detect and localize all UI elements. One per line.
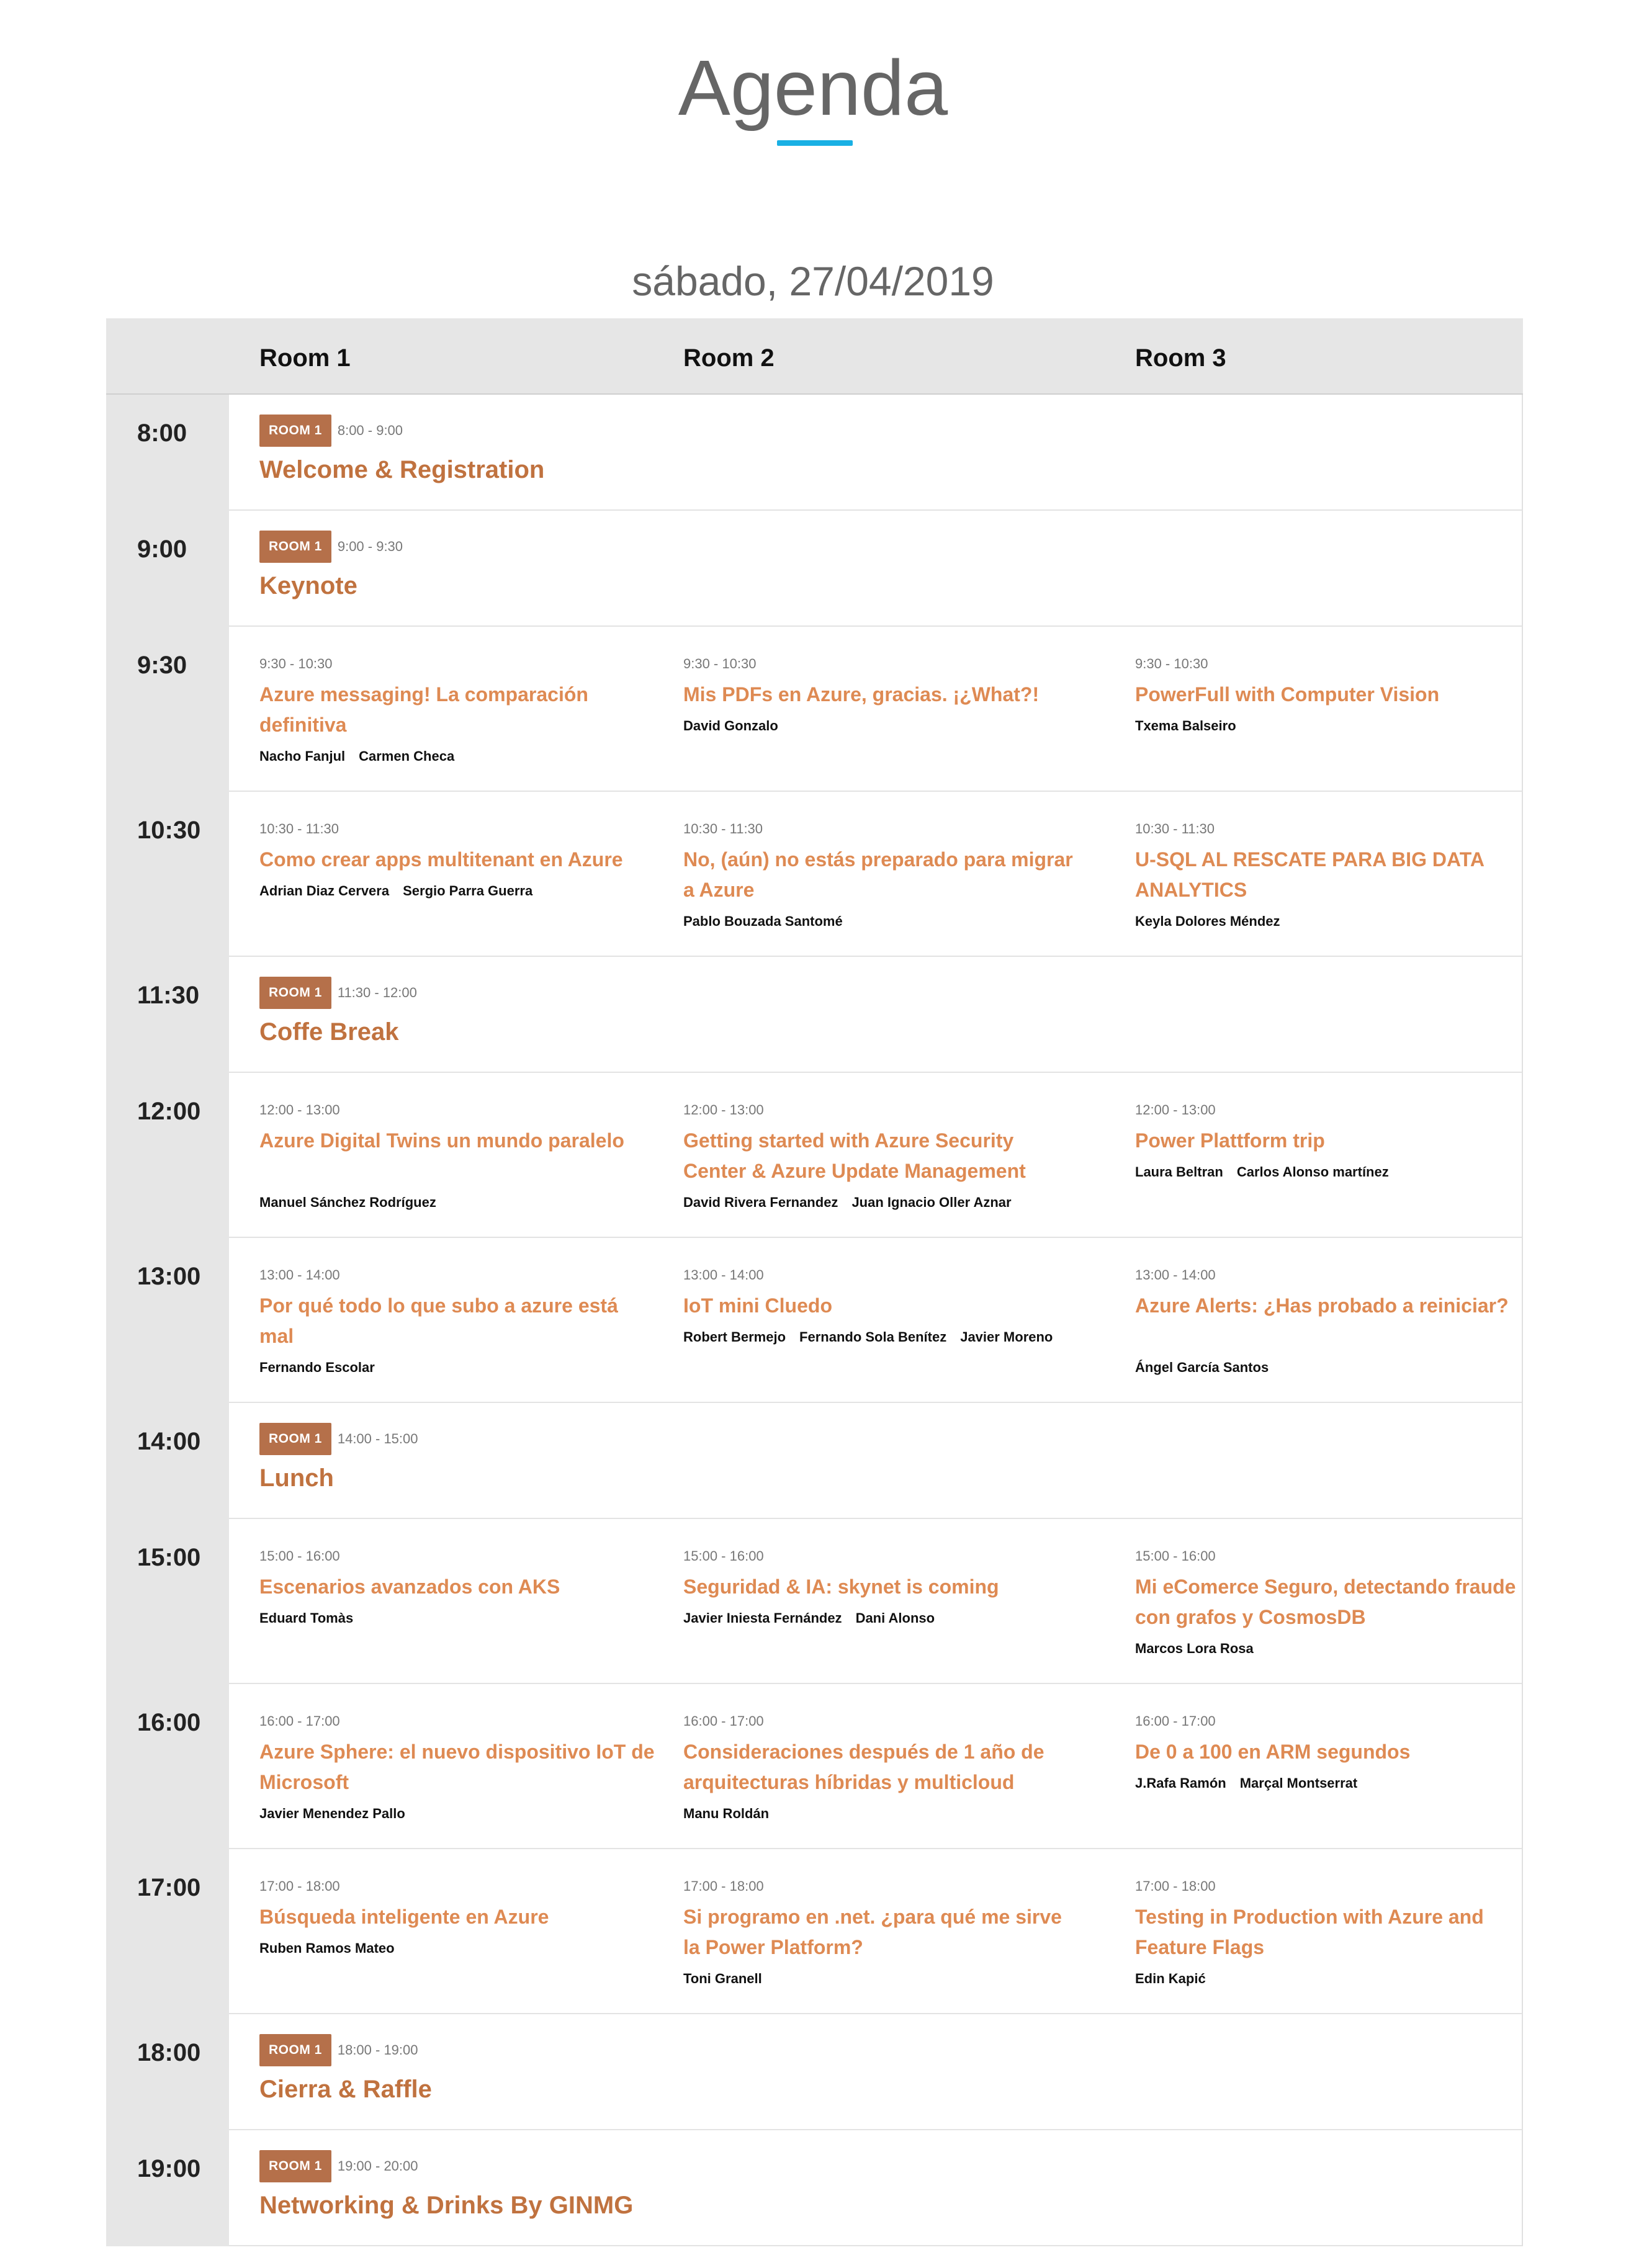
session-tag-line (259, 1423, 418, 1455)
session-title[interactable]: Por qué todo lo que subo a azure está mal (259, 1294, 618, 1347)
time-column (106, 957, 229, 1073)
session-title[interactable]: Mi eComerce Seguro, detectando fraude con grafos y CosmosDB (1135, 1575, 1516, 1628)
session-title[interactable]: Testing in Production with Azure and Feature Flags (1135, 1906, 1484, 1958)
speaker-name[interactable]: Pablo Bouzada Santomé (683, 913, 843, 929)
session-time: 13:00 - 14:00 (259, 1267, 340, 1283)
session-title[interactable]: Lunch (259, 1464, 334, 1492)
time-column (106, 1238, 229, 1403)
speaker-name[interactable]: Eduard Tomàs (259, 1610, 354, 1626)
session-speakers (1135, 1634, 1570, 1664)
time-label: 14:00 (137, 1428, 201, 1455)
session-time: 12:00 - 13:00 (1135, 1102, 1216, 1118)
time-slot-row (106, 1238, 1523, 1403)
time-column (106, 627, 229, 792)
room-badge: ROOM 1 (259, 977, 331, 1009)
session-time: 12:00 - 13:00 (259, 1102, 340, 1118)
session-title[interactable]: Seguridad & IA: skynet is coming (683, 1575, 999, 1598)
session-title[interactable]: Azure Alerts: ¿Has probado a reiniciar? (1135, 1294, 1509, 1317)
time-column (106, 1519, 229, 1684)
session-speakers (259, 1799, 694, 1829)
speaker-name[interactable]: J.Rafa Ramón (1135, 1775, 1226, 1791)
time-slot-row (106, 395, 1523, 511)
slot-content (229, 627, 1523, 792)
room-badge: ROOM 1 (259, 415, 331, 447)
page-title: Agenda (678, 44, 948, 132)
session-time: 16:00 - 17:00 (683, 1713, 764, 1729)
time-label: 18:00 (137, 2039, 201, 2066)
speaker-name[interactable]: Juan Ignacio Oller Aznar (851, 1195, 1012, 1210)
speaker-name[interactable]: Ruben Ramos Mateo (259, 1940, 395, 1956)
session-time: 10:30 - 11:30 (259, 821, 339, 836)
time-slot-row (106, 1519, 1523, 1684)
time-column (106, 792, 229, 957)
time-label: 19:00 (137, 2155, 201, 2182)
slot-content (229, 957, 1523, 1073)
time-slot-row (106, 2014, 1523, 2130)
speaker-name[interactable]: Txema Balseiro (1135, 718, 1236, 733)
room-header-3: Room 3 (1135, 344, 1226, 372)
session-speakers (683, 711, 1118, 741)
time-column (106, 2014, 229, 2130)
session-title[interactable]: Azure messaging! La comparación definitiva (259, 683, 588, 736)
session-speakers (1135, 1157, 1570, 1187)
time-column (106, 1849, 229, 2014)
time-label: 12:00 (137, 1098, 201, 1125)
session-time: 9:30 - 10:30 (683, 656, 757, 671)
time-label: 17:00 (137, 1874, 201, 1901)
session-speakers (259, 1603, 694, 1633)
session-time: 17:00 - 18:00 (259, 1878, 340, 1894)
session-time: 17:00 - 18:00 (1135, 1878, 1216, 1894)
room-badge: ROOM 1 (259, 531, 331, 563)
speaker-name[interactable]: Javier Menendez Pallo (259, 1806, 405, 1821)
time-column (106, 395, 229, 511)
room-header-2: Room 2 (683, 344, 775, 372)
title-underline (777, 140, 853, 146)
session-time: 16:00 - 17:00 (259, 1713, 340, 1729)
speaker-name[interactable]: Sergio Parra Guerra (403, 883, 533, 899)
speaker-name[interactable]: Adrian Diaz Cervera (259, 883, 390, 899)
speaker-name[interactable]: Fernando Sola Benítez (799, 1329, 947, 1345)
session-speakers (1135, 711, 1570, 741)
speaker-name[interactable]: Javier Moreno (960, 1329, 1053, 1345)
session-time: 15:00 - 16:00 (683, 1548, 764, 1564)
time-label: 11:30 (137, 982, 200, 1009)
session-title[interactable]: No, (aún) no estás preparado para migrar a Azure (683, 848, 1073, 901)
speaker-name[interactable]: Laura Beltran (1135, 1164, 1223, 1180)
time-slot-row (106, 1403, 1523, 1519)
speaker-name[interactable]: Dani Alonso (855, 1610, 935, 1626)
session-title[interactable]: Azure Digital Twins un mundo paralelo (259, 1129, 624, 1152)
session-title[interactable]: Como crear apps multitenant en Azure (259, 848, 623, 871)
page-header (0, 0, 1626, 149)
session-time: 13:00 - 14:00 (683, 1267, 764, 1283)
session-tag-line (259, 531, 403, 563)
time-slot-row (106, 511, 1523, 627)
session-title[interactable]: Coffe Break (259, 1018, 399, 1046)
session-time: 18:00 - 19:00 (337, 2042, 418, 2058)
time-label: 8:00 (137, 419, 187, 447)
session-title[interactable]: Escenarios avanzados con AKS (259, 1575, 560, 1598)
speaker-name[interactable]: David Gonzalo (683, 718, 778, 733)
session-speakers (683, 1322, 1118, 1352)
session-speakers (683, 907, 1118, 936)
slot-content (229, 1519, 1523, 1684)
time-label: 15:00 (137, 1544, 201, 1571)
speaker-name[interactable]: Nacho Fanjul (259, 748, 346, 764)
time-slot-row (106, 792, 1523, 957)
session-title[interactable]: Cierra & Raffle (259, 2076, 432, 2103)
speaker-name[interactable]: Javier Iniesta Fernández (683, 1610, 842, 1626)
time-label: 16:00 (137, 1709, 201, 1736)
speaker-name[interactable]: Robert Bermejo (683, 1329, 786, 1345)
session-speakers (683, 1188, 1118, 1217)
slot-content (229, 1403, 1523, 1519)
session-title[interactable]: De 0 a 100 en ARM segundos (1135, 1741, 1411, 1763)
session-tag-line (259, 415, 403, 447)
session-title[interactable]: Power Plattform trip (1135, 1129, 1325, 1152)
time-slot-row (106, 1684, 1523, 1849)
time-label: 9:30 (137, 652, 187, 679)
session-title[interactable]: PowerFull with Computer Vision (1135, 683, 1440, 706)
time-column (106, 511, 229, 627)
speaker-name[interactable]: Marcos Lora Rosa (1135, 1641, 1254, 1656)
room-header-1: Room 1 (259, 344, 351, 372)
session-title[interactable]: Azure Sphere: el nuevo dispositivo IoT de Microsoft (259, 1741, 655, 1793)
room-badge: ROOM 1 (259, 2034, 331, 2066)
speaker-name[interactable]: Manuel Sánchez Rodríguez (259, 1195, 436, 1210)
agenda-table (106, 318, 1523, 2249)
session-speakers (683, 1799, 1118, 1829)
slot-content (229, 1849, 1523, 2014)
room-badge: ROOM 1 (259, 2150, 331, 2182)
speaker-name[interactable]: Ángel García Santos (1135, 1360, 1269, 1375)
session-speakers (259, 1934, 694, 1963)
session-title[interactable]: Si programo en .net. ¿para qué me sirve la Power Platform? (683, 1906, 1062, 1958)
session-speakers (259, 1188, 694, 1217)
session-speakers (1135, 907, 1570, 936)
time-column (106, 2130, 229, 2246)
speaker-name[interactable]: Fernando Escolar (259, 1360, 375, 1375)
speaker-name[interactable]: David Rivera Fernandez (683, 1195, 838, 1210)
session-title[interactable]: IoT mini Cluedo (683, 1294, 832, 1317)
session-time: 10:30 - 11:30 (683, 821, 763, 836)
slot-content (229, 1238, 1523, 1403)
time-slot-row (106, 1849, 1523, 2014)
session-time: 10:30 - 11:30 (1135, 821, 1215, 836)
speaker-name[interactable]: Carlos Alonso martínez (1236, 1164, 1389, 1180)
session-time: 19:00 - 20:00 (337, 2158, 418, 2174)
session-tag-line (259, 2150, 418, 2182)
time-slot-row (106, 627, 1523, 792)
session-title[interactable]: Keynote (259, 572, 357, 599)
speaker-name[interactable]: Keyla Dolores Méndez (1135, 913, 1280, 929)
session-title[interactable]: Getting started with Azure Security Center & Azure Update Management (683, 1129, 1026, 1182)
session-title[interactable]: Mis PDFs en Azure, gracias. ¡¿What?! (683, 683, 1040, 706)
session-time: 16:00 - 17:00 (1135, 1713, 1216, 1729)
session-time: 14:00 - 15:00 (337, 1431, 418, 1446)
session-time: 12:00 - 13:00 (683, 1102, 764, 1118)
session-speakers (259, 876, 694, 906)
session-speakers (1135, 1353, 1570, 1383)
session-time: 15:00 - 16:00 (259, 1548, 340, 1564)
session-speakers (1135, 1768, 1570, 1798)
time-column (106, 1684, 229, 1849)
session-tag-line (259, 977, 417, 1009)
speaker-name[interactable]: Manu Roldán (683, 1806, 770, 1821)
time-label: 13:00 (137, 1263, 201, 1290)
slot-content (229, 2014, 1523, 2130)
slot-content (229, 2130, 1523, 2246)
slot-content (229, 395, 1523, 511)
session-time: 9:30 - 10:30 (1135, 656, 1208, 671)
time-label: 9:00 (137, 536, 187, 563)
slot-content (229, 511, 1523, 627)
session-time: 13:00 - 14:00 (1135, 1267, 1216, 1283)
time-column (106, 1403, 229, 1519)
agenda-header (106, 318, 1523, 395)
time-slot-row (106, 2130, 1523, 2246)
session-title[interactable]: Networking & Drinks By GINMG (259, 2192, 634, 2219)
speaker-name[interactable]: Edin Kapić (1135, 1971, 1206, 1986)
session-title[interactable]: U-SQL AL RESCATE PARA BIG DATA ANALYTICS (1135, 848, 1484, 901)
slot-content (229, 1684, 1523, 1849)
session-time: 15:00 - 16:00 (1135, 1548, 1216, 1564)
session-time: 11:30 - 12:00 (337, 985, 417, 1000)
time-slot-row (106, 1073, 1523, 1238)
speaker-name[interactable]: Toni Granell (683, 1971, 762, 1986)
slot-content (229, 792, 1523, 957)
session-time: 9:00 - 9:30 (337, 539, 403, 554)
session-tag-line (259, 2034, 418, 2066)
time-label: 10:30 (137, 817, 201, 844)
session-time: 17:00 - 18:00 (683, 1878, 764, 1894)
session-title[interactable]: Consideraciones después de 1 año de arquitecturas híbridas y multicloud (683, 1741, 1044, 1793)
speaker-name[interactable]: Carmen Checa (359, 748, 455, 764)
session-time: 8:00 - 9:00 (337, 423, 403, 438)
session-title[interactable]: Búsqueda inteligente en Azure (259, 1906, 549, 1928)
time-slot-row (106, 957, 1523, 1073)
session-speakers (1135, 1964, 1570, 1994)
room-badge: ROOM 1 (259, 1423, 331, 1455)
time-column (106, 1073, 229, 1238)
session-time: 9:30 - 10:30 (259, 656, 333, 671)
session-title[interactable]: Welcome & Registration (259, 456, 545, 483)
session-speakers (683, 1603, 1118, 1633)
speaker-name[interactable]: Marçal Montserrat (1239, 1775, 1358, 1791)
session-speakers (683, 1964, 1118, 1994)
slot-content (229, 1073, 1523, 1238)
day-heading: sábado, 27/04/2019 (632, 258, 994, 304)
session-speakers (259, 1353, 694, 1383)
session-speakers (259, 742, 694, 771)
